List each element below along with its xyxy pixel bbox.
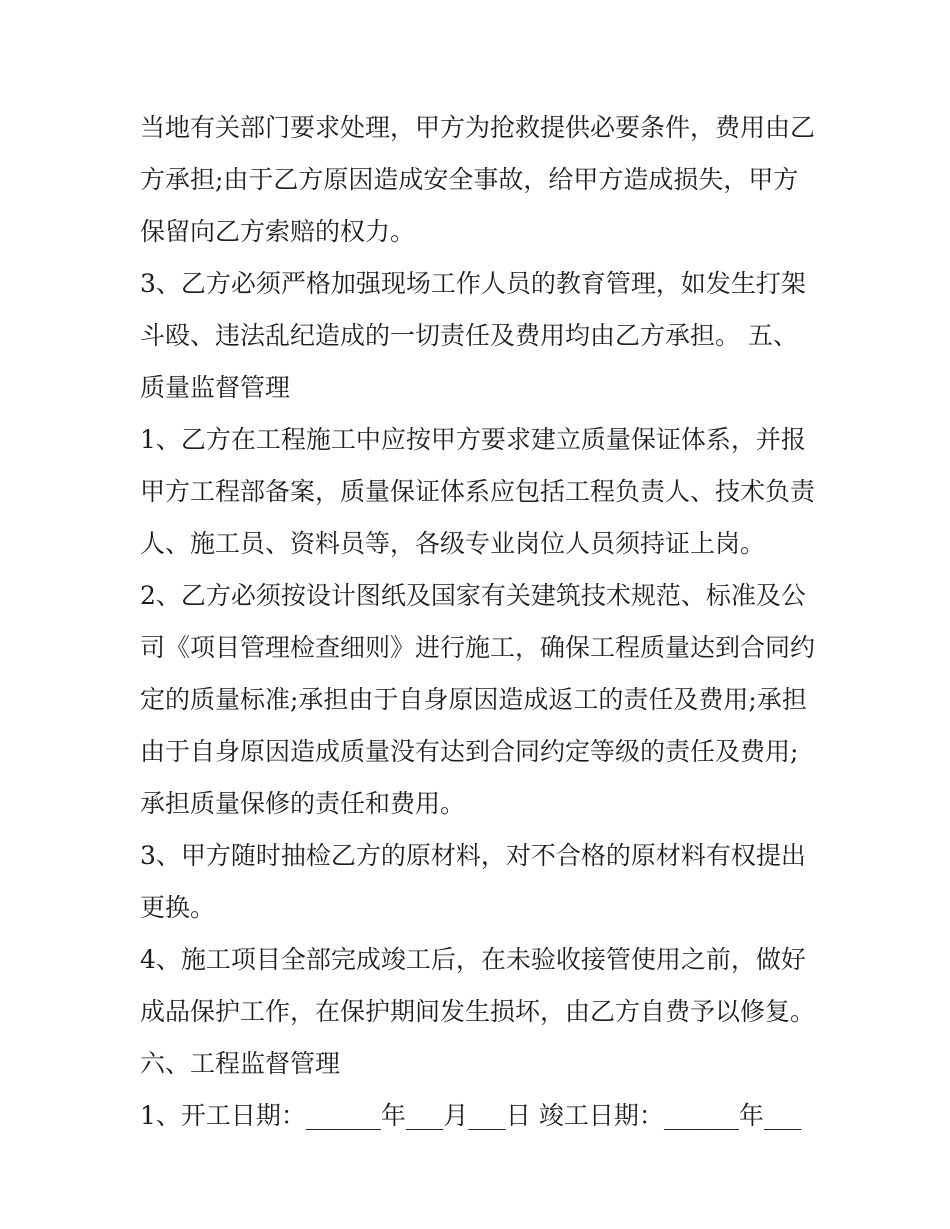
- section-heading: 质量监督管理: [140, 373, 291, 402]
- text-line: 3、甲方随时抽检乙方的原材料，对不合格的原材料有权提出: [140, 841, 806, 870]
- text-line: 成品保护工作，在保护期间发生损坏，由乙方自费予以修复。: [140, 997, 816, 1026]
- text-line: 1、开工日期：______年___月___日 竣工日期：______年___: [140, 1101, 802, 1130]
- text-line: 由于自身原因造成质量没有达到合同约定等级的责任及费用;: [140, 737, 799, 766]
- text-line: 当地有关部门要求处理，甲方为抢救提供必要条件，费用由乙: [140, 113, 816, 142]
- text-line: 3、乙方必须严格加强现场工作人员的教育管理，如发生打架: [140, 269, 806, 298]
- text-line: 方承担;由于乙方原因造成安全事故，给甲方造成损失，甲方: [140, 165, 799, 194]
- text-line: 人、施工员、资料员等，各级专业岗位人员须持证上岗。: [140, 529, 766, 558]
- text-line: 司《项目管理检查细则》进行施工，确保工程质量达到合同约: [140, 633, 816, 662]
- section-heading: 六、工程监督管理: [140, 1049, 341, 1078]
- text-line: 斗殴、违法乱纪造成的一切责任及费用均由乙方承担。 五、: [140, 321, 798, 350]
- text-line: 甲方工程部备案，质量保证体系应包括工程负责人、技术负责: [140, 477, 816, 506]
- text-line: 2、乙方必须按设计图纸及国家有关建筑技术规范、标准及公: [140, 581, 806, 610]
- text-line: 承担质量保修的责任和费用。: [140, 789, 466, 818]
- text-line: 4、施工项目全部完成竣工后，在未验收接管使用之前，做好: [140, 945, 806, 974]
- text-line: 更换。: [140, 893, 216, 922]
- text-line: 定的质量标准;承担由于自身原因造成返工的责任及费用;承担: [140, 685, 807, 714]
- text-line: 保留向乙方索赔的权力。: [140, 217, 416, 246]
- text-line: 1、乙方在工程施工中应按甲方要求建立质量保证体系，并报: [140, 425, 806, 454]
